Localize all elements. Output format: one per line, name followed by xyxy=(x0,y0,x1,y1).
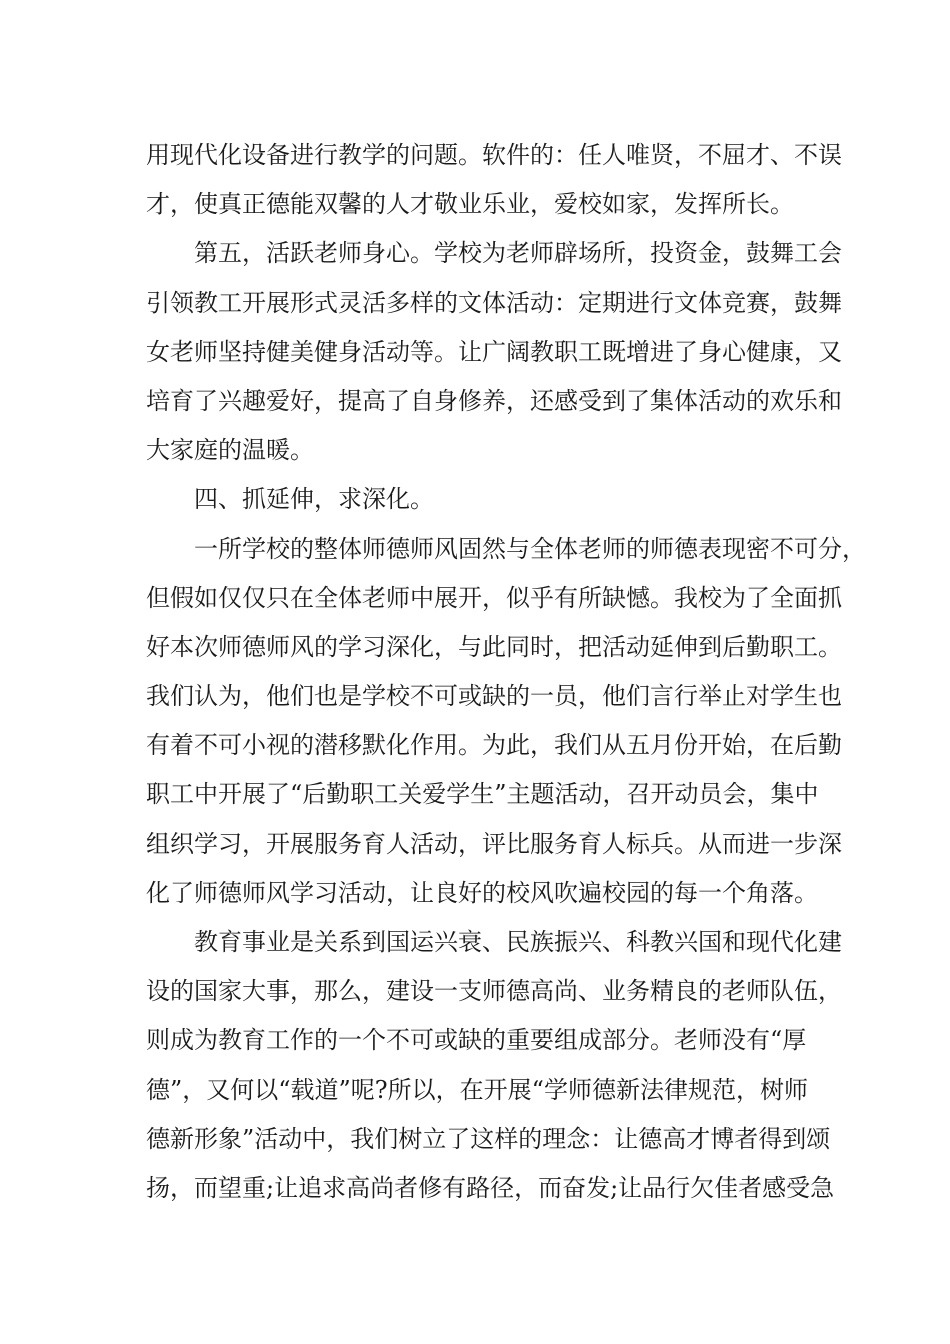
text-line: 组织学习，开展服务育人活动，评比服务育人标兵。从而进一步深 xyxy=(146,829,842,858)
text-line: 设的国家大事，那么，建设一支师德高尚、业务精良的老师队伍， xyxy=(146,977,842,1006)
text-line: 德”，又何以“载道”呢?所以，在开展“学师德新法律规范，树师 xyxy=(146,1075,808,1104)
text-line: 大家庭的温暖。 xyxy=(146,436,314,465)
text-line: 女老师坚持健美健身活动等。让广阔教职工既增进了身心健康，又 xyxy=(146,337,842,366)
text-line: 化了师德师风学习活动，让良好的校风吹遍校园的每一个角落。 xyxy=(146,878,818,907)
text-line: 才，使真正德能双馨的人才敬业乐业，爱校如家，发挥所长。 xyxy=(146,190,794,219)
text-line: 但假如仅仅只在全体老师中展开，似乎有所缺憾。我校为了全面抓 xyxy=(146,583,842,612)
text-line: 德新形象”活动中，我们树立了这样的理念：让德高才博者得到颂 xyxy=(146,1124,831,1153)
text-line: 有着不可小视的潜移默化作用。为此，我们从五月份开始，在后勤 xyxy=(146,731,842,760)
text-line: 好本次师德师风的学习深化，与此同时，把活动延伸到后勤职工。 xyxy=(146,632,842,661)
text-line: 引领教工开展形式灵活多样的文体活动：定期进行文体竞赛，鼓舞 xyxy=(146,288,842,317)
text-line: 职工中开展了“后勤职工关爱学生”主题活动，召开动员会，集中 xyxy=(146,780,819,809)
text-line: 第五，活跃老师身心。学校为老师辟场所，投资金，鼓舞工会 xyxy=(194,239,842,268)
text-line: 则成为教育工作的一个不可或缺的重要组成部分。老师没有“厚 xyxy=(146,1026,807,1055)
text-line: 用现代化设备进行教学的问题。软件的：任人唯贤，不屈才、不误 xyxy=(146,141,842,169)
text-line: 培育了兴趣爱好，提高了自身修养，还感受到了集体活动的欢乐和 xyxy=(146,386,842,415)
text-line: 一所学校的整体师德师风固然与全体老师的师德表现密不可分， xyxy=(194,534,866,563)
section-heading: 四、抓延伸，求深化。 xyxy=(194,485,434,514)
text-line: 教育事业是关系到国运兴衰、民族振兴、科教兴国和现代化建 xyxy=(194,928,842,956)
text-line: 我们认为，他们也是学校不可或缺的一员，他们言行举止对学生也 xyxy=(146,682,842,711)
text-line: 扬，而望重;让追求高尚者修有路径，而奋发;让品行欠佳者感受急 xyxy=(146,1173,835,1202)
body-text xyxy=(146,131,866,1213)
